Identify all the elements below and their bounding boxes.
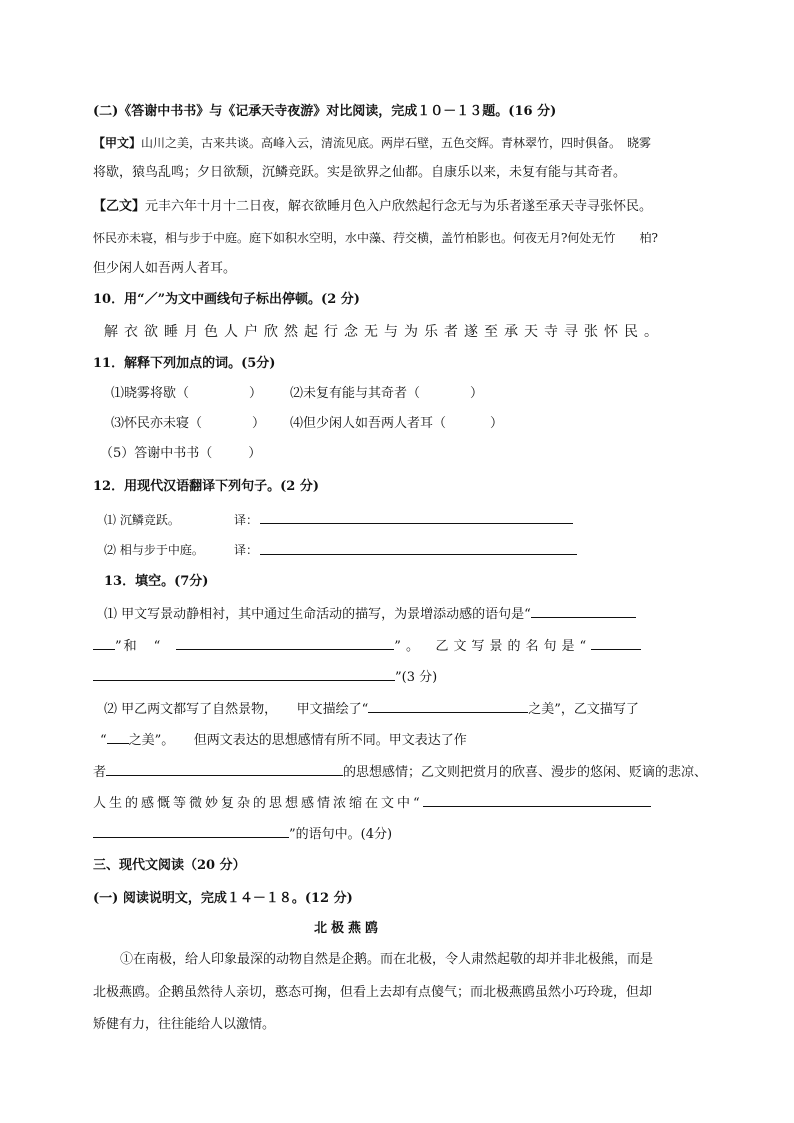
q11-item-1-close: ）: [249, 386, 263, 401]
q11-item-1: [111, 384, 262, 404]
q12-yi-2: [234, 540, 258, 560]
q13-title: 13．填空。(7分): [104, 574, 209, 589]
q11-item-5-label: （5）答谢中书书（: [100, 446, 213, 461]
q11-item-4-label: ⑷但少闲人如吾两人者耳（: [290, 416, 447, 431]
q12-yi-2-label: 译：: [234, 543, 259, 557]
section-2-header: (二)《答谢中书书》与《记承天寺夜游》对比阅读，完成１０－１３题。(16 分): [93, 104, 557, 119]
q13-p2-line-2: [100, 729, 467, 751]
q12-title: 12．用现代汉语翻译下列句子。(2 分): [93, 479, 319, 494]
q13-p2-text-f: 的思想感情；乙文则把赏月的欣喜、漫步的悠闲、贬谪的悲凉、: [343, 765, 708, 780]
q12-s2-text: ⑵ 相与步于中庭。: [104, 543, 204, 557]
q11-item-4: [290, 414, 503, 434]
yiwen-tag: 【乙文】: [93, 199, 146, 214]
q13-p1-line-2: [93, 635, 641, 657]
q13-p1-text-d: ”(3 分): [395, 670, 438, 685]
q13-p2-text-d: 之美”。 但两文表达的思想感情有所不同。甲文表达了作: [128, 733, 467, 748]
section-3-header: 三、现代文阅读（20 分）: [93, 858, 246, 873]
q11-item-3-close: ）: [252, 416, 266, 431]
q12-s1-text: ⑴ 沉鳞竞跃。: [104, 513, 180, 527]
q13-p1-text-c: ”。 乙文写景的名句是“: [394, 639, 592, 654]
q11-item-1-label: ⑴晓雾将歇（: [111, 386, 190, 401]
q13-p2-line-4: [93, 792, 651, 814]
q11-title: 11．解释下列加点的词。(5分): [93, 356, 276, 371]
q11-item-2-close: ）: [470, 386, 484, 401]
q12-yi-1-label: 译：: [234, 513, 259, 527]
q13-blank-5[interactable]: [107, 729, 129, 744]
q13-p2-text-h: ”的语句中。(4分): [289, 827, 393, 842]
q11-item-3-label: ⑶怀民亦未寝（: [111, 416, 203, 431]
yiwen-line-3: 但少闲人如吾两人者耳。: [93, 261, 237, 276]
article-p1-line-3: 矫健有力，往往能给人以激情。: [93, 1017, 276, 1032]
q13-p2-text-c: “: [100, 733, 107, 748]
q12-sentence-2: [104, 540, 204, 560]
q11-item-4-close: ）: [490, 416, 504, 431]
q11-item-3: [111, 414, 265, 434]
q13-p1-line-1: [104, 603, 636, 625]
q12-answer-line-2[interactable]: [260, 554, 577, 555]
article-p1-line-2: 北极燕鸥。企鹅虽然待人亲切，憨态可掬，但看上去却有点傻气；而北极燕鸥虽然小巧玲珑，但却: [93, 985, 653, 1000]
q13-p1-text-b: ”和 “: [115, 639, 163, 654]
q10-sentence: 解衣欲睡月色人户欣然起行念无与为乐者遂至承天寺寻张怀民。: [104, 324, 664, 340]
q12-answer-line-1[interactable]: [260, 523, 573, 524]
sub-1-header: (一) 阅读说明文，完成１４－１８。(12 分): [93, 891, 353, 906]
q13-blank-2[interactable]: [176, 635, 394, 650]
q13-blank-1[interactable]: [531, 603, 636, 618]
q12-yi-1: [234, 510, 258, 530]
q13-p2-line-1: [104, 698, 639, 720]
q13-p2-line-5: [93, 823, 392, 845]
jiawen-line-1: [93, 133, 651, 153]
q11-item-5-close: ）: [248, 446, 262, 461]
q13-p2-line-3: [93, 761, 707, 783]
q13-p2-text-g: 人生的感慨等微妙复杂的思想感情浓缩在文中“: [93, 796, 423, 811]
q11-item-5: [100, 444, 261, 464]
q13-blank-4[interactable]: [368, 698, 528, 713]
q11-item-2: [290, 384, 483, 404]
article-title: 北极燕鸥: [314, 921, 383, 936]
jiawen-text-1: 山川之美，古来共谈。高峰入云，清流见底。两岸石壁，五色交辉。青林翠竹，四时俱备。 晓雾: [141, 136, 652, 150]
jiawen-tag: 【甲文】: [93, 136, 142, 150]
q13-p1-text-a: ⑴ 甲文写景动静相衬，其中通过生命活动的描写，为景增添动感的语句是“: [104, 607, 531, 622]
q11-item-2-label: ⑵未复有能与其奇者（: [290, 386, 421, 401]
q13-blank-7[interactable]: [423, 792, 651, 807]
q13-p2-text-b: 之美”，乙文描写了: [528, 702, 639, 717]
q13-blank-6[interactable]: [106, 761, 343, 776]
q10-title: 10．用“／”为文中画线句子标出停顿。(2 分): [93, 292, 360, 307]
article-p1-line-1: ①在南极，给人印象最深的动物自然是企鹅。而在北极，令人肃然起敬的却并非北极熊，而是: [120, 952, 654, 967]
q13-blank-1-cont[interactable]: [93, 635, 115, 650]
q13-p1-line-3: [93, 666, 437, 688]
yiwen-line-2: 怀民亦未寝，相与步于中庭。庭下如积水空明，水中藻、荇交横，盖竹柏影也。何夜无月?何处无竹 柏?: [93, 231, 658, 245]
q13-p2-text-a: ⑵ 甲乙两文都写了自然景物， 甲文描绘了“: [104, 702, 369, 717]
q13-blank-7-cont[interactable]: [93, 823, 289, 838]
q13-blank-3[interactable]: [591, 635, 641, 650]
yiwen-text-1: 元丰六年十月十二日夜，解衣欲睡月色入户欣然起行念无与为乐者遂至承天寺寻张怀民。: [145, 199, 653, 214]
q12-sentence-1: [104, 510, 180, 530]
yiwen-line-1: [93, 197, 652, 217]
q13-p2-text-e: 者: [93, 765, 107, 780]
jiawen-line-2: 将歇，猿鸟乱鸣；夕日欲颓，沉鳞竞跃。实是欲界之仙都。自康乐以来，未复有能与其奇者。: [93, 165, 627, 180]
q13-blank-3-cont[interactable]: [93, 666, 395, 681]
